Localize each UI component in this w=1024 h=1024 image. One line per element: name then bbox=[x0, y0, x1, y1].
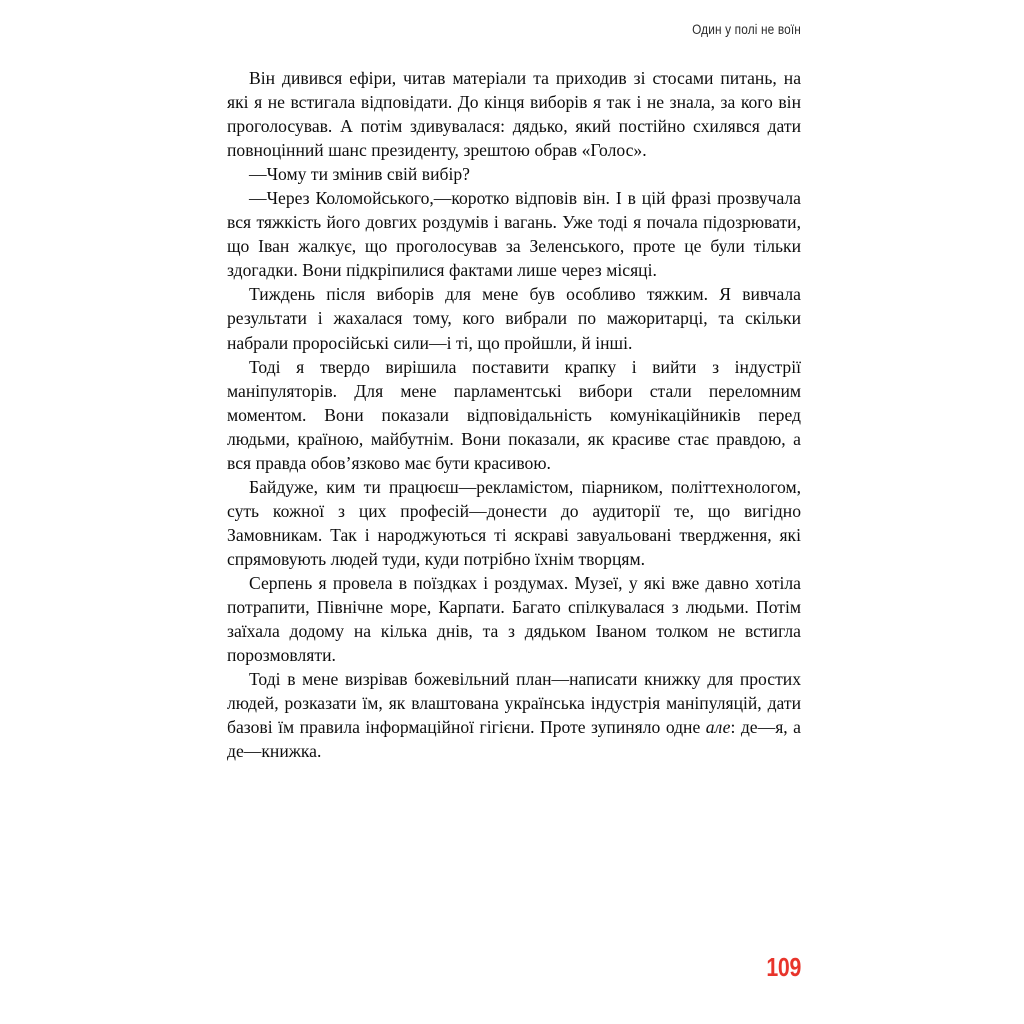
dialogue-line bbox=[227, 162, 801, 186]
paragraph bbox=[227, 282, 801, 354]
paragraph bbox=[227, 66, 801, 162]
paragraph-text: —Чому ти змінив свій вибір? bbox=[249, 164, 470, 185]
paragraph-text: Він дивився ефіри, читав матеріали та приходив зі стосами питань, на які я не встигала відповідати. До кінця виборів я так і не знала, за кого він проголосував. А потім здивувалася: дядько, який постійно схилявся дати повноцінний шанс президенту, зрештою обрав «Голос». bbox=[227, 68, 801, 161]
paragraph-text: Серпень я провела в поїздках і роздумах. Музеї, у які вже давно хотіла потрапити, Північне море, Карпати. Багато спілкувалася з людьми. Потім заїхала додому на кілька днів, та з дядьком Іваном толком не встигла порозмовляти. bbox=[227, 572, 801, 666]
dialogue-paragraph bbox=[227, 186, 801, 282]
paragraph-text: Тиждень після виборів для мене був особливо тяжким. Я вивчала результати і жахалася тому, кого вибрали по мажоритарці, та скільки набрали проросійські сили—і ті, що пройшли, й інші. bbox=[227, 284, 801, 353]
paragraph bbox=[227, 571, 801, 667]
paragraph-text-before-italic: Тоді в мене визрівав божевільний план—написати книжку для простих людей, розказати їм, як влаштована українська індустрія маніпуляцій, дати базові їм правила інформаційної гігієни. Проте зупиняло одне bbox=[227, 669, 801, 738]
paragraph bbox=[227, 475, 801, 571]
paragraph-text: Тоді я твердо вирішила поставити крапку і вийти з індустрії маніпуляторів. Для мене парламентські вибори стали переломним моментом. Вони показали відповідальність комунікаційників перед людьми, країною, майбутнім. Вони показали, як красиве стає правдою, а вся правда обов’язково має бути красивою. bbox=[227, 356, 801, 473]
running-head: Один у полі не воїн bbox=[692, 22, 801, 37]
page-number: 109 bbox=[766, 952, 801, 982]
paragraph-text-after-italic: : де—я, а де—книжка. bbox=[227, 717, 801, 762]
italic-emphasis: але bbox=[705, 717, 731, 738]
body-text-column bbox=[227, 66, 801, 763]
paragraph-text: Байдуже, ким ти працюєш—рекламістом, піарником, політтехнологом, суть кожної з цих професій—донести до аудиторії те, що вигідно Замовникам. Так і народжуються ті яскраві завуальовані твердження, які спрямовують людей туди, куди потрібно їхнім творцям. bbox=[227, 476, 801, 569]
paragraph bbox=[227, 355, 801, 475]
paragraph-with-italic bbox=[227, 667, 801, 763]
paragraph-text: —Через Коломойського,—коротко відповів він. І в цій фразі прозвучала вся тяжкість його довгих роздумів і вагань. Уже тоді я почала підозрювати, що Іван жалкує, що проголосував за Зеленського, проте це були тільки здогадки. Вони підкріпилися фактами лише через місяці. bbox=[227, 188, 801, 281]
